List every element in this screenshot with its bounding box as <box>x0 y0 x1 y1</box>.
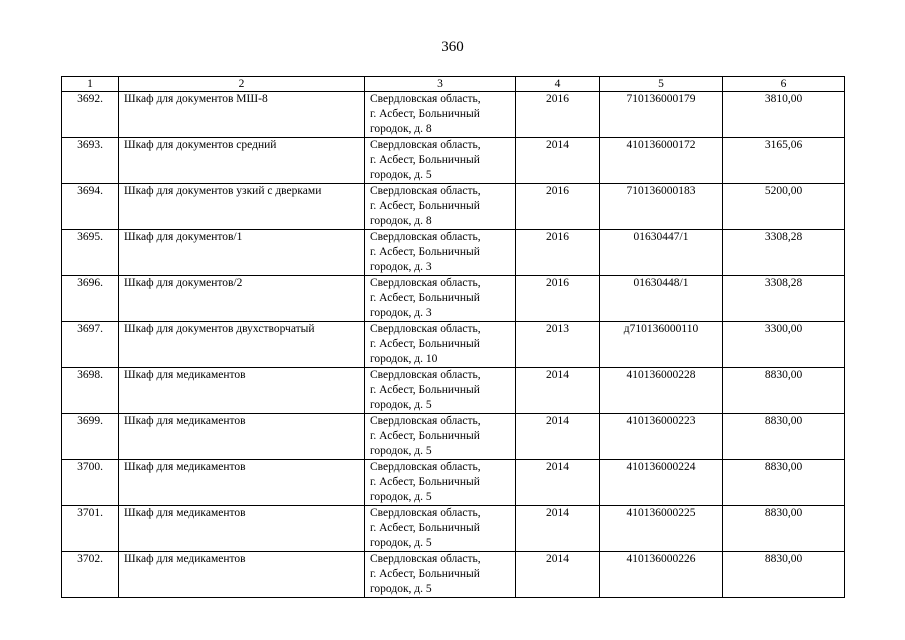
item-inventory-number: 01630447/1 <box>600 230 723 276</box>
item-name: Шкаф для документов/1 <box>119 230 365 276</box>
item-cost: 3165,06 <box>723 138 845 184</box>
table-header-row <box>62 77 845 92</box>
item-inventory-number: 01630448/1 <box>600 276 723 322</box>
item-cost: 8830,00 <box>723 552 845 598</box>
item-address: Свердловская область, г. Асбест, Больничный городок, д. 10 <box>365 322 516 368</box>
table-row <box>62 506 845 552</box>
item-year: 2014 <box>516 552 600 598</box>
item-cost: 8830,00 <box>723 506 845 552</box>
item-name: Шкаф для документов узкий с дверками <box>119 184 365 230</box>
item-year: 2013 <box>516 322 600 368</box>
item-inventory-number: 410136000226 <box>600 552 723 598</box>
table-row <box>62 184 845 230</box>
row-number: 3697. <box>62 322 119 368</box>
item-name: Шкаф для документов двухстворчатый <box>119 322 365 368</box>
item-address: Свердловская область, г. Асбест, Больничный городок, д. 8 <box>365 92 516 138</box>
item-name: Шкаф для документов/2 <box>119 276 365 322</box>
item-address: Свердловская область, г. Асбест, Больничный городок, д. 5 <box>365 414 516 460</box>
item-address: Свердловская область, г. Асбест, Больничный городок, д. 8 <box>365 184 516 230</box>
item-cost: 8830,00 <box>723 414 845 460</box>
row-number: 3699. <box>62 414 119 460</box>
item-name: Шкаф для документов МШ-8 <box>119 92 365 138</box>
item-address: Свердловская область, г. Асбест, Больничный городок, д. 5 <box>365 368 516 414</box>
item-year: 2014 <box>516 138 600 184</box>
item-year: 2014 <box>516 460 600 506</box>
column-header-4: 4 <box>516 77 600 92</box>
table-row <box>62 414 845 460</box>
item-address: Свердловская область, г. Асбест, Больничный городок, д. 3 <box>365 276 516 322</box>
item-year: 2016 <box>516 230 600 276</box>
column-header-1: 1 <box>62 77 119 92</box>
item-year: 2016 <box>516 184 600 230</box>
item-cost: 5200,00 <box>723 184 845 230</box>
item-cost: 3300,00 <box>723 322 845 368</box>
item-inventory-number: 710136000183 <box>600 184 723 230</box>
item-year: 2014 <box>516 368 600 414</box>
table-row <box>62 322 845 368</box>
row-number: 3694. <box>62 184 119 230</box>
item-address: Свердловская область, г. Асбест, Больничный городок, д. 3 <box>365 230 516 276</box>
row-number: 3700. <box>62 460 119 506</box>
item-address: Свердловская область, г. Асбест, Больничный городок, д. 5 <box>365 138 516 184</box>
item-cost: 8830,00 <box>723 368 845 414</box>
column-header-6: 6 <box>723 77 845 92</box>
item-inventory-number: 410136000224 <box>600 460 723 506</box>
item-cost: 3810,00 <box>723 92 845 138</box>
item-inventory-number: 410136000172 <box>600 138 723 184</box>
column-header-2: 2 <box>119 77 365 92</box>
page-number: 360 <box>441 39 464 55</box>
item-name: Шкаф для медикаментов <box>119 368 365 414</box>
item-name: Шкаф для медикаментов <box>119 552 365 598</box>
item-inventory-number: 710136000179 <box>600 92 723 138</box>
item-name: Шкаф для документов средний <box>119 138 365 184</box>
item-cost: 3308,28 <box>723 230 845 276</box>
column-header-5: 5 <box>600 77 723 92</box>
row-number: 3695. <box>62 230 119 276</box>
item-cost: 3308,28 <box>723 276 845 322</box>
item-cost: 8830,00 <box>723 460 845 506</box>
table-row <box>62 276 845 322</box>
item-inventory-number: д710136000110 <box>600 322 723 368</box>
row-number: 3698. <box>62 368 119 414</box>
item-year: 2014 <box>516 414 600 460</box>
item-name: Шкаф для медикаментов <box>119 460 365 506</box>
item-year: 2016 <box>516 92 600 138</box>
table-row <box>62 138 845 184</box>
item-name: Шкаф для медикаментов <box>119 414 365 460</box>
table-row <box>62 368 845 414</box>
row-number: 3696. <box>62 276 119 322</box>
property-registry-table <box>61 76 845 598</box>
item-address: Свердловская область, г. Асбест, Больничный городок, д. 5 <box>365 506 516 552</box>
row-number: 3702. <box>62 552 119 598</box>
item-inventory-number: 410136000228 <box>600 368 723 414</box>
item-year: 2016 <box>516 276 600 322</box>
item-inventory-number: 410136000223 <box>600 414 723 460</box>
table-row <box>62 230 845 276</box>
row-number: 3701. <box>62 506 119 552</box>
table-row <box>62 552 845 598</box>
item-address: Свердловская область, г. Асбест, Больничный городок, д. 5 <box>365 460 516 506</box>
item-address: Свердловская область, г. Асбест, Больничный городок, д. 5 <box>365 552 516 598</box>
table-row <box>62 92 845 138</box>
table-row <box>62 460 845 506</box>
column-header-3: 3 <box>365 77 516 92</box>
item-name: Шкаф для медикаментов <box>119 506 365 552</box>
row-number: 3692. <box>62 92 119 138</box>
item-year: 2014 <box>516 506 600 552</box>
item-inventory-number: 410136000225 <box>600 506 723 552</box>
row-number: 3693. <box>62 138 119 184</box>
